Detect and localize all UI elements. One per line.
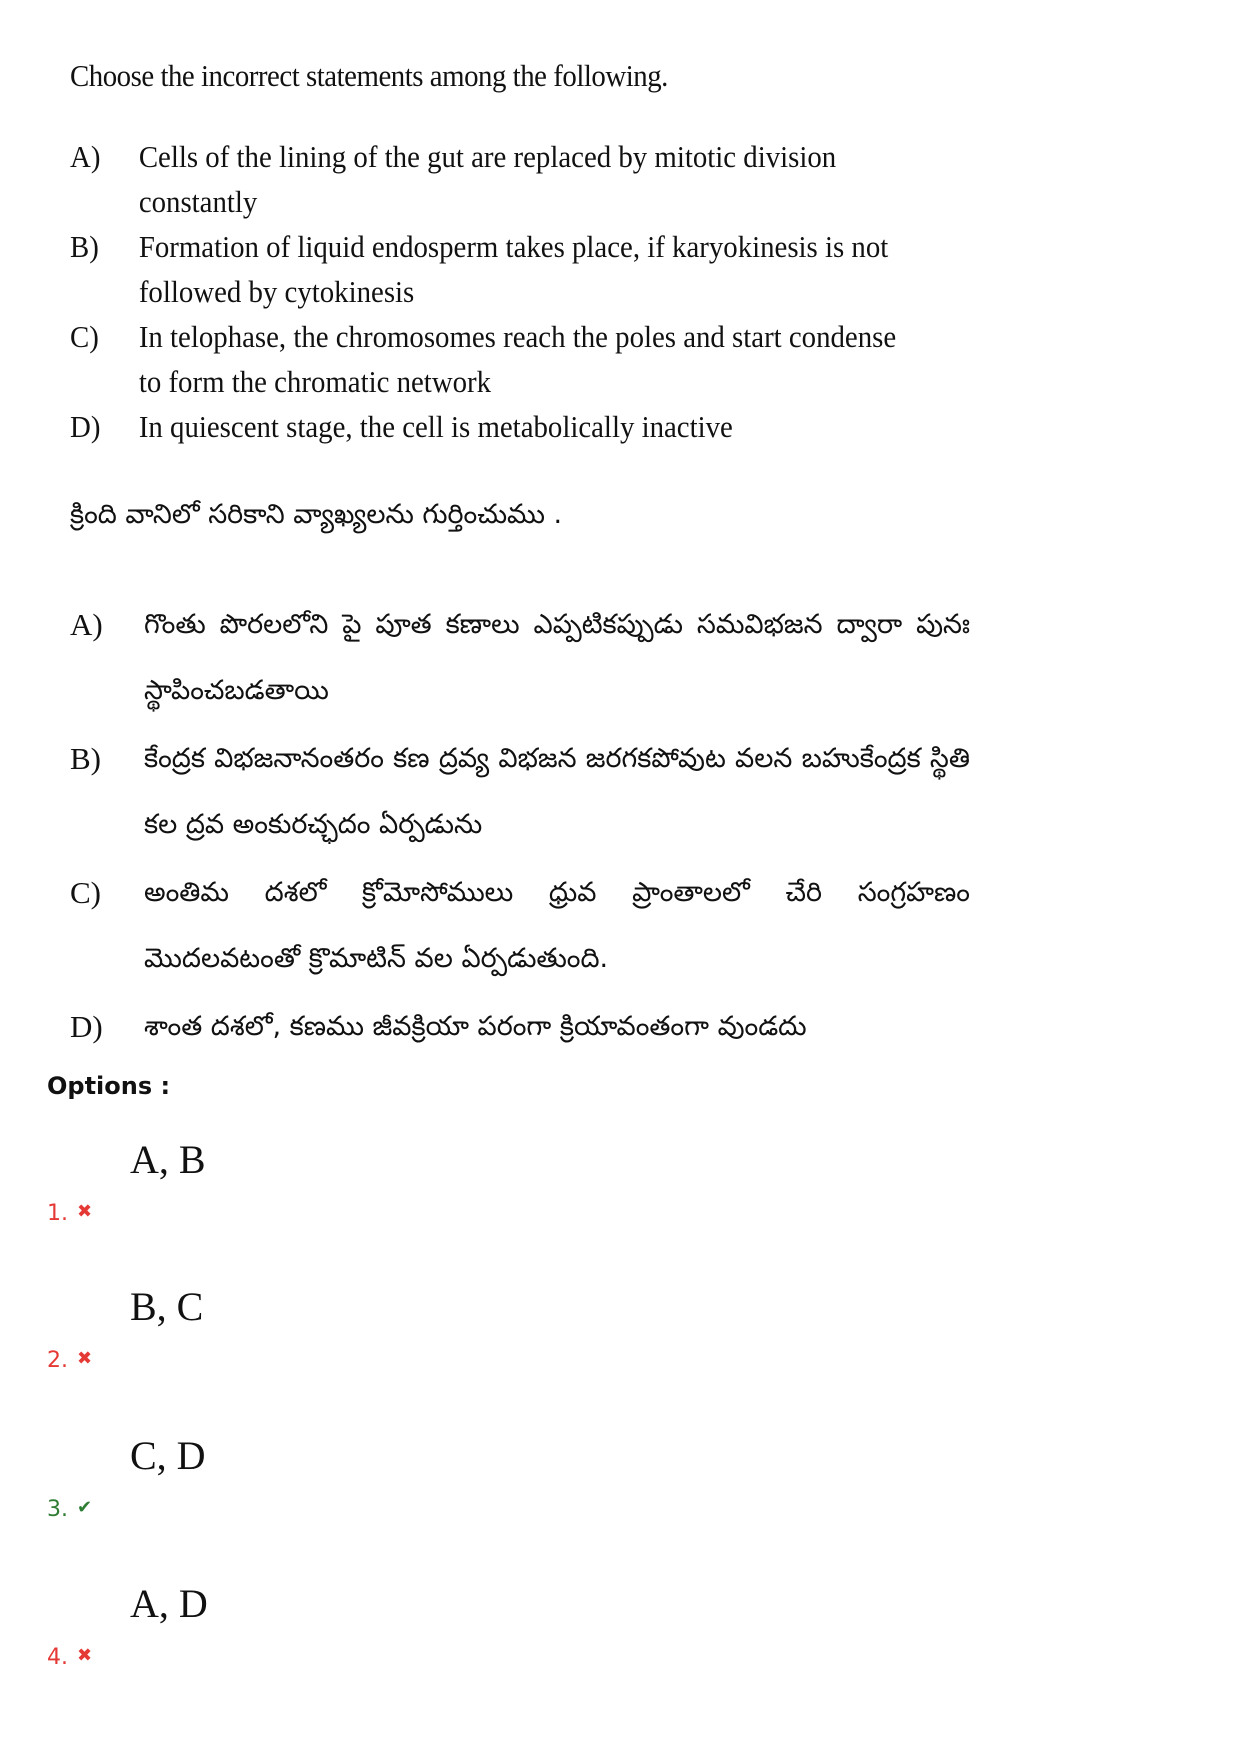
statement-label: D) — [70, 409, 101, 444]
statement-te-a — [70, 592, 970, 724]
cross-icon: ✖ — [77, 1348, 93, 1369]
option-number: 1. — [47, 1201, 68, 1226]
statement-list-te — [70, 592, 970, 1060]
statement-label: A) — [70, 139, 101, 174]
statement-label: C) — [70, 875, 101, 910]
statement-text: అంతిమ దశలో క్రోమోసోములు ధ్రువ ప్రాంతాలలో చేరి సంగ్రహణం మొదలవటంతో క్రొమాటిన్ వల ఏర్పడుతుంది. — [144, 877, 970, 974]
statement-text: In telophase, the chromosomes reach the poles and start condense to form the chromatic network — [138, 319, 897, 399]
options-heading: Options : — [47, 1072, 171, 1100]
statement-label: A) — [70, 607, 103, 642]
option-number: 2. — [47, 1348, 68, 1373]
question-stem — [70, 58, 970, 1062]
statement-label: C) — [70, 319, 99, 354]
option-text: A, D — [130, 1581, 208, 1626]
question-title-en: Choose the incorrect statements among the following. — [70, 58, 668, 93]
statement-text: Cells of the lining of the gut are replaced by mitotic division constantly — [138, 139, 837, 219]
statement-label: B) — [70, 229, 99, 264]
statement-en-c — [70, 314, 907, 404]
statement-en-b — [70, 224, 907, 314]
option-text: A, B — [130, 1137, 206, 1182]
option-3[interactable] — [47, 1432, 647, 1522]
statement-en-a — [70, 134, 907, 224]
check-icon: ✔ — [77, 1497, 93, 1518]
option-4[interactable] — [47, 1580, 647, 1670]
option-number: 3. — [47, 1497, 68, 1522]
statement-text: శాంత దశలో, కణము జీవక్రియా పరంగా క్రియావంతంగా వుండదు — [144, 1011, 807, 1042]
statement-en-d — [70, 404, 907, 449]
question-title-te: క్రింది వానిలో సరికాని వ్యాఖ్యలను గుర్తించుము . — [70, 499, 563, 530]
option-text: B, C — [130, 1284, 204, 1329]
statement-label: D) — [70, 1009, 103, 1044]
cross-icon: ✖ — [77, 1645, 93, 1666]
option-1[interactable] — [47, 1136, 647, 1226]
cross-icon: ✖ — [77, 1201, 93, 1222]
statement-te-c — [70, 860, 970, 992]
option-2[interactable] — [47, 1283, 647, 1373]
statement-text: కేంద్రక విభజనానంతరం కణ ద్రవ్య విభజన జరగకపోవుట వలన బహుకేంద్రక స్థితి కల ద్రవ అంకురచ్ఛదం ఏర్పడును — [144, 743, 970, 840]
statement-text: గొంతు పొరలలోని పై పూత కణాలు ఎప్పటికప్పుడు సమవిభజన ద్వారా పునః స్థాపించబడతాయి — [144, 609, 970, 706]
option-text: C, D — [130, 1433, 206, 1478]
statement-list-en — [70, 134, 970, 449]
statement-te-d — [70, 994, 970, 1060]
statement-label: B) — [70, 741, 101, 776]
option-number: 4. — [47, 1645, 68, 1670]
statement-te-b — [70, 726, 970, 858]
statement-text: Formation of liquid endosperm takes place, if karyokinesis is not followed by cytokinesis — [138, 229, 889, 309]
statement-text: In quiescent stage, the cell is metabolically inactive — [138, 409, 733, 444]
